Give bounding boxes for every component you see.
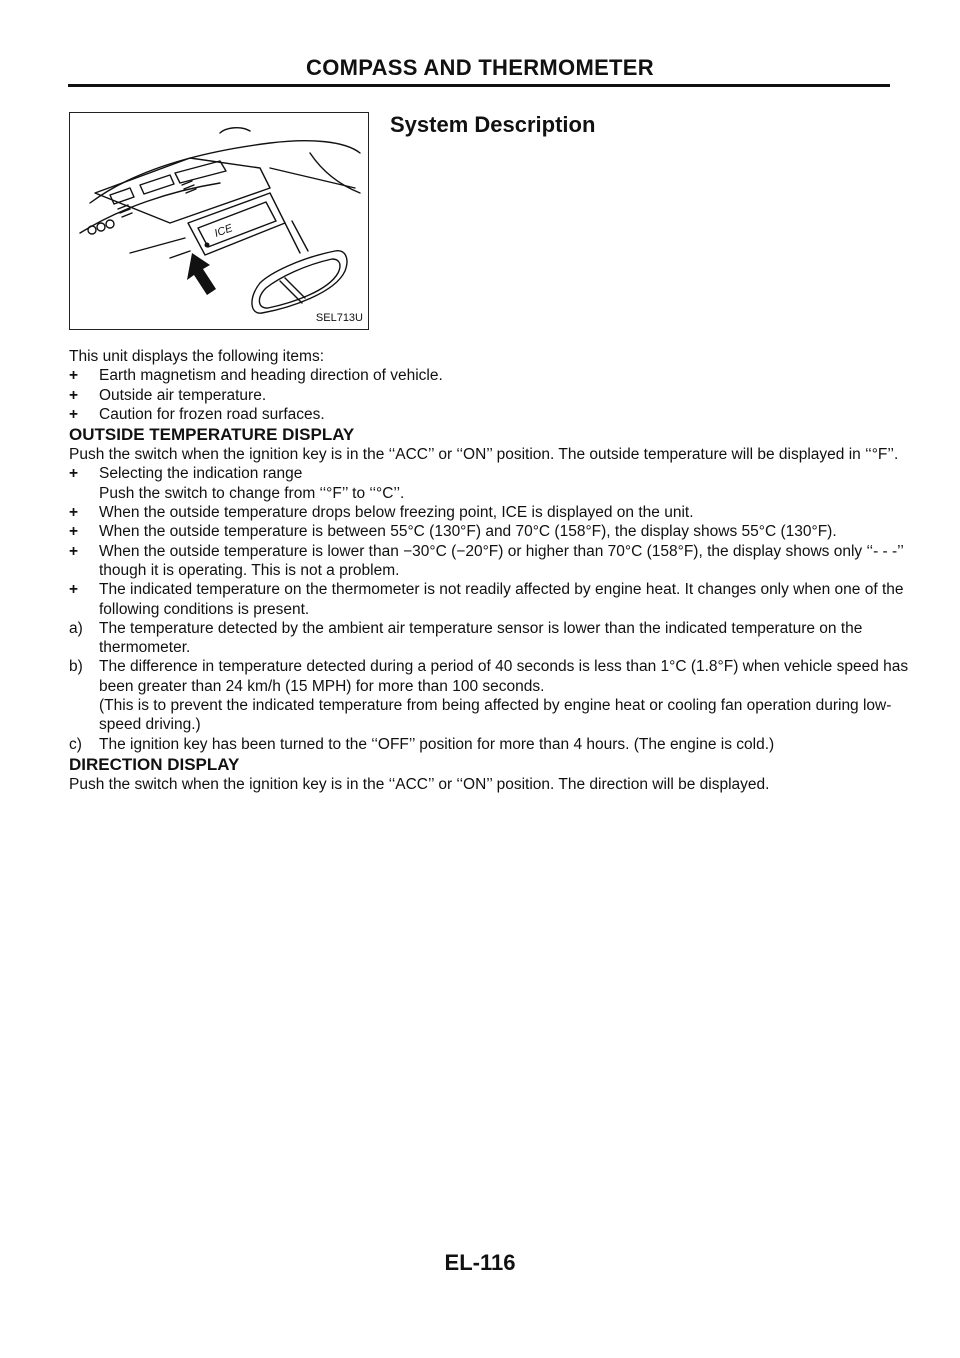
figure-label: SEL713U [315,312,363,324]
list-item-detail: Push the switch to change from ‘‘°F’’ to ‘‘°C’’. [99,484,405,502]
page-header-title: COMPASS AND THERMOMETER [306,55,654,80]
heading-direction-display: DIRECTION DISPLAY [69,754,240,774]
section-title: System Description [390,112,596,137]
list-item: + Earth magnetism and heading direction of vehicle. [69,367,443,385]
list-item: + The indicated temperature on the thermometer is not readily affected by engine heat. It changes only when one of the following conditions is present. [69,581,904,618]
list-item: + When the outside temperature is between 55°C (130°F) and 70°C (158°F), the display shows 55°C (130°F). [69,523,837,541]
outside-temp-paragraph: Push the switch when the ignition key is in the ‘‘ACC’’ or ‘‘ON’’ position. The outside temperature will be displayed in ‘‘°F’’. [69,446,899,464]
list-item: + Caution for frozen road surfaces. [69,405,325,423]
condition-note: (This is to prevent the indicated temperature from being affected by engine heat or cooling fan operation during low-speed driving.) [99,697,892,734]
direction-paragraph: Push the switch when the ignition key is in the ‘‘ACC’’ or ‘‘ON’’ position. The direction will be displayed. [69,775,770,793]
figure-overhead-console [69,112,369,330]
page-number: EL-116 [444,1250,516,1275]
condition-item: c) The ignition key has been turned to the ‘‘OFF’’ position for more than 4 hours. (The engine is cold.) [69,735,775,753]
condition-item: a) The temperature detected by the ambient air temperature sensor is lower than the indicated temperature on the thermometer. [69,619,863,657]
overhead-console-illustration [70,113,369,330]
display-ice-text: ICE [212,222,235,240]
intro-text: This unit displays the following items: [69,348,325,365]
list-item: + Outside air temperature. [69,386,267,404]
list-item: + When the outside temperature is lower than −30°C (−20°F) or higher than 70°C (158°F), the display shows only ‘‘- - -’’ though it is operating. This is not a problem. [69,542,904,579]
header-rule [68,84,890,87]
heading-outside-temperature: OUTSIDE TEMPERATURE DISPLAY [69,425,355,445]
condition-item: b) The difference in temperature detected during a period of 40 seconds is less than 1°C (1.8°F) when vehicle speed has been greater than 24 km/h (15 MPH) for more than 100 seconds. [69,658,909,695]
pointer-arrow [187,253,216,295]
body-text [69,347,909,794]
list-item: + Selecting the indication range [69,465,303,483]
list-item: + When the outside temperature drops below freezing point, ICE is displayed on the unit. [69,504,694,522]
